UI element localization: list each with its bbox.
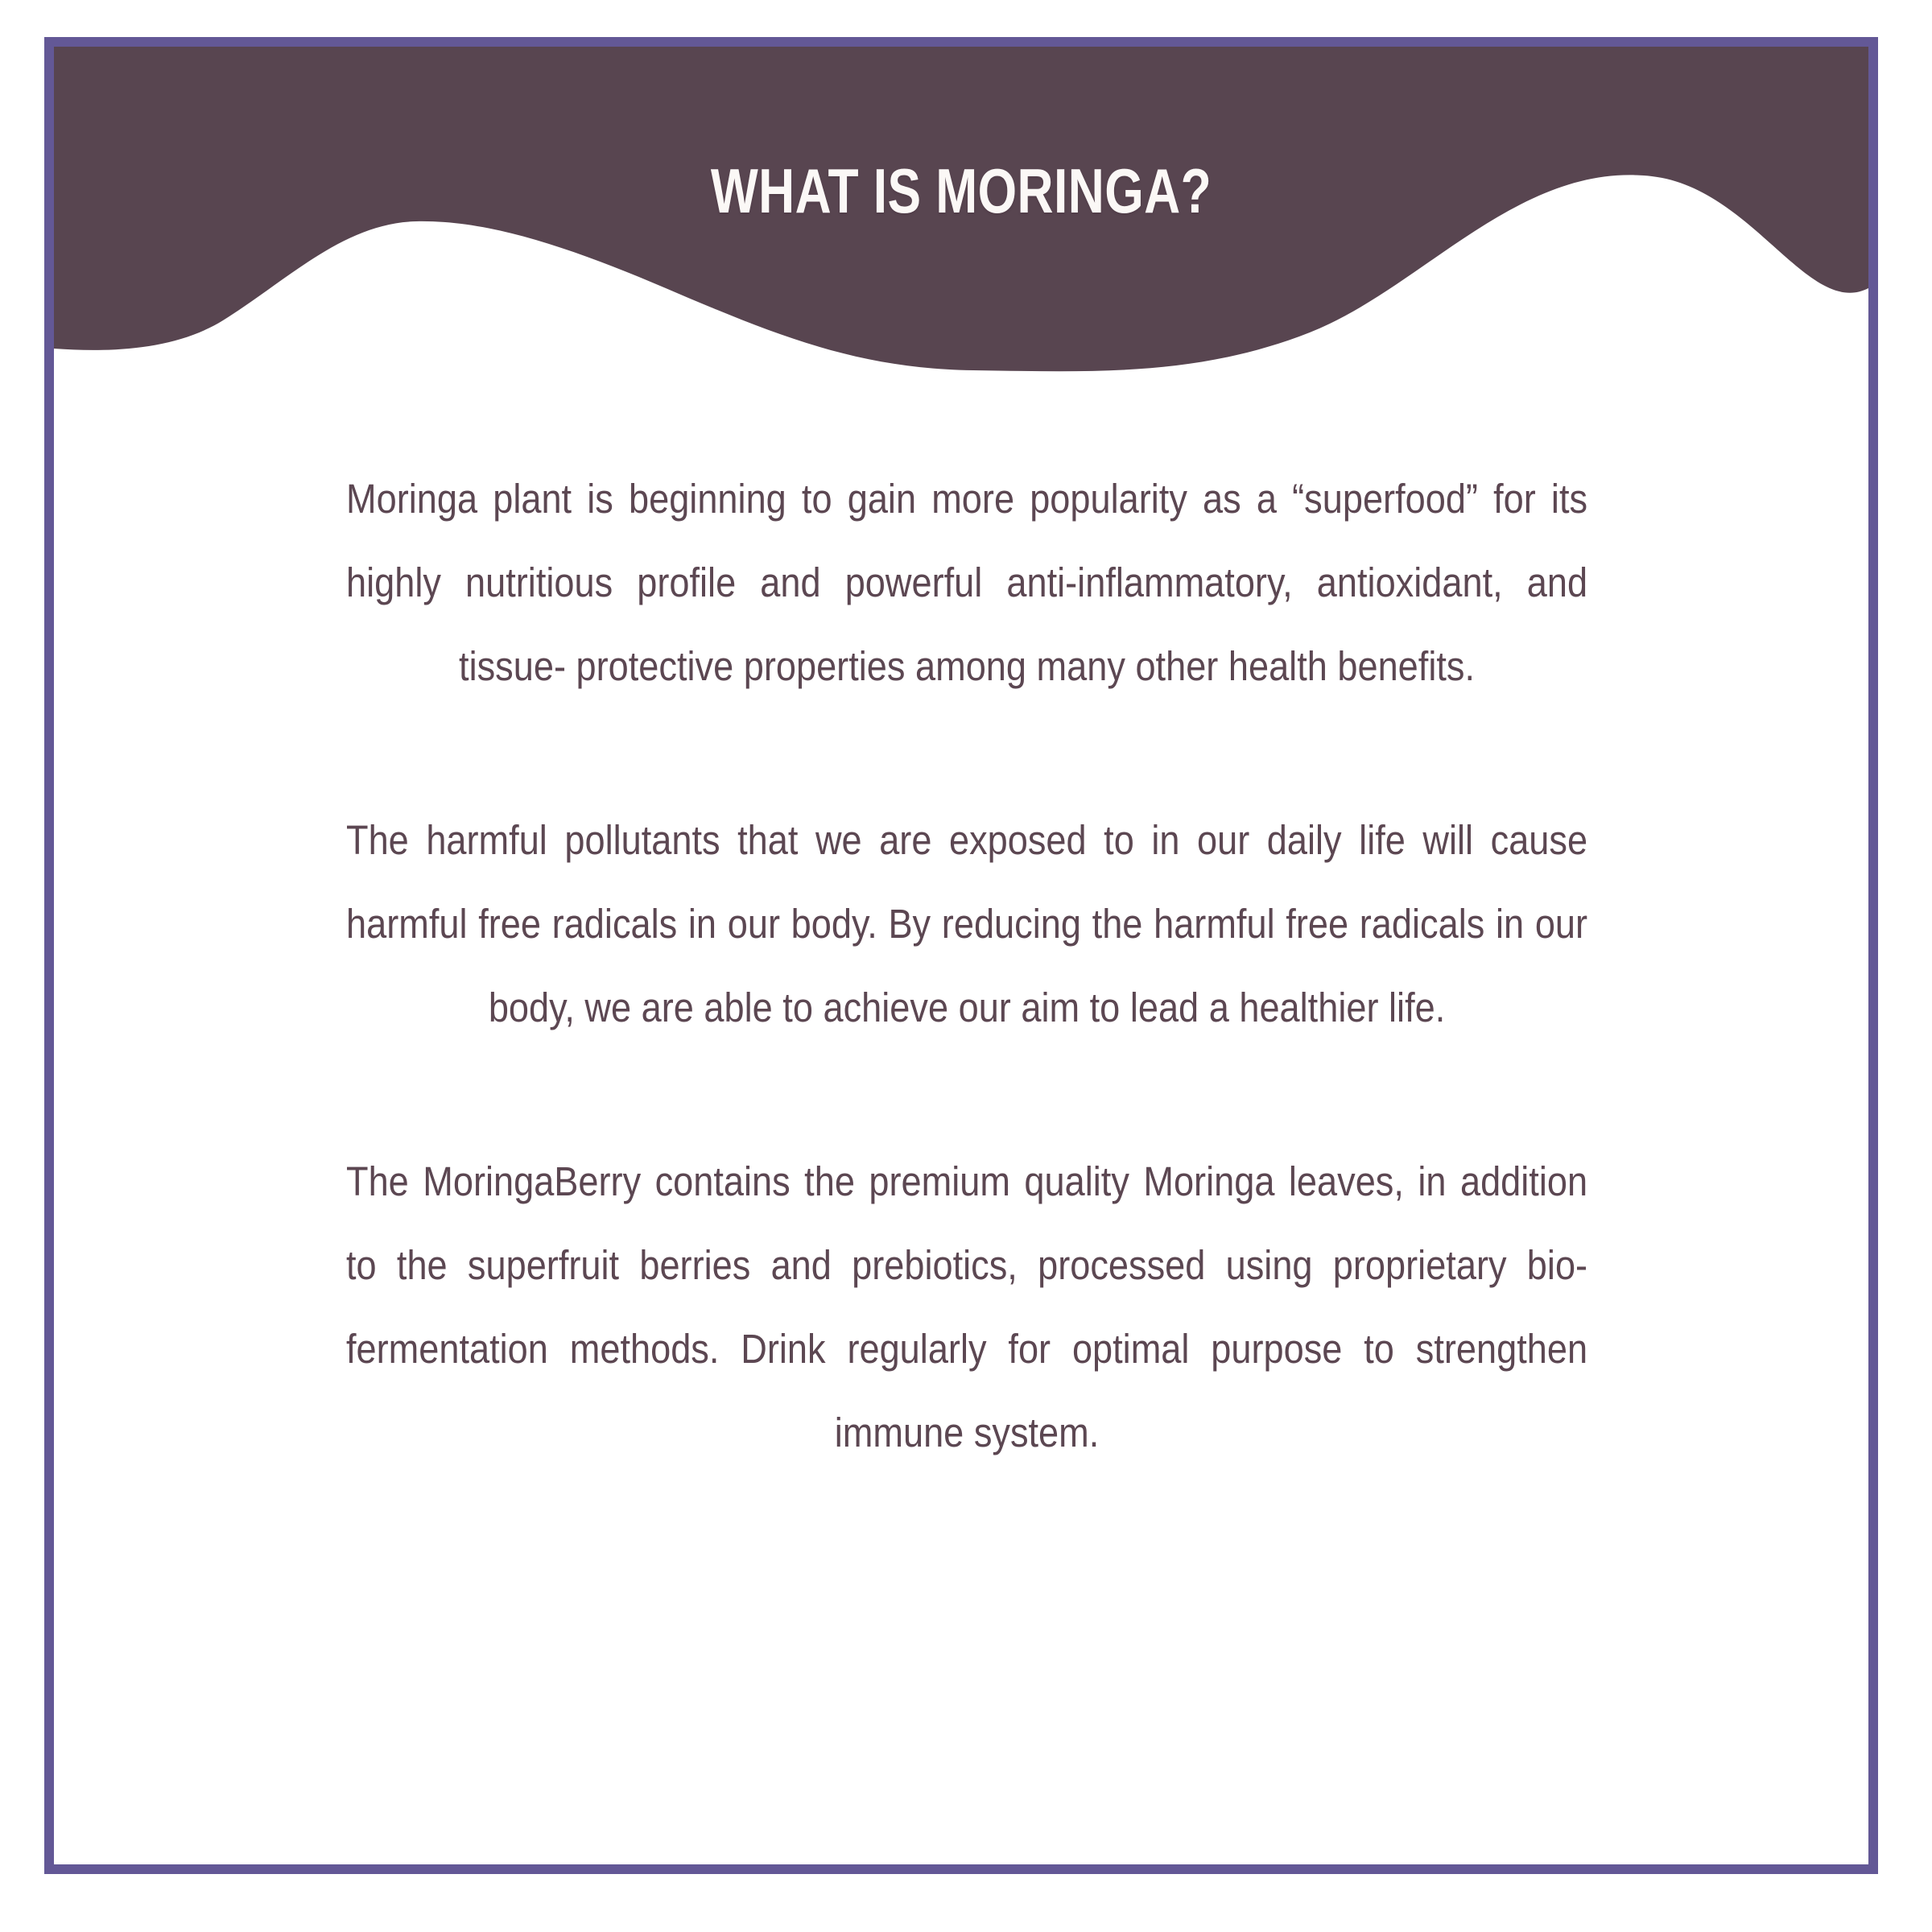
paragraph-1: Moringa plant is beginning to gain more popularity as a “superfood” for its highly nutritious profile and powerful anti-inflammatory, antioxidant, and tissue- protective properties among many other health benefits. — [346, 476, 1588, 689]
paragraph-2: The harmful pollutants that we are exposed to in our daily life will cause harmful free radicals in our body. By reducing the harmful free radicals in our body, we are able to achieve our aim to lead a healthier life. — [346, 817, 1588, 1030]
paragraph-3: The MoringaBerry contains the premium quality Moringa leaves, in addition to the superfruit berries and prebiotics, processed using proprietary bio-fermentation methods. Drink regularly for optimal purpose to strengthen immune system. — [346, 1158, 1588, 1455]
body-copy — [346, 457, 1587, 1475]
page-title: WHAT IS MORINGA? — [710, 155, 1212, 226]
